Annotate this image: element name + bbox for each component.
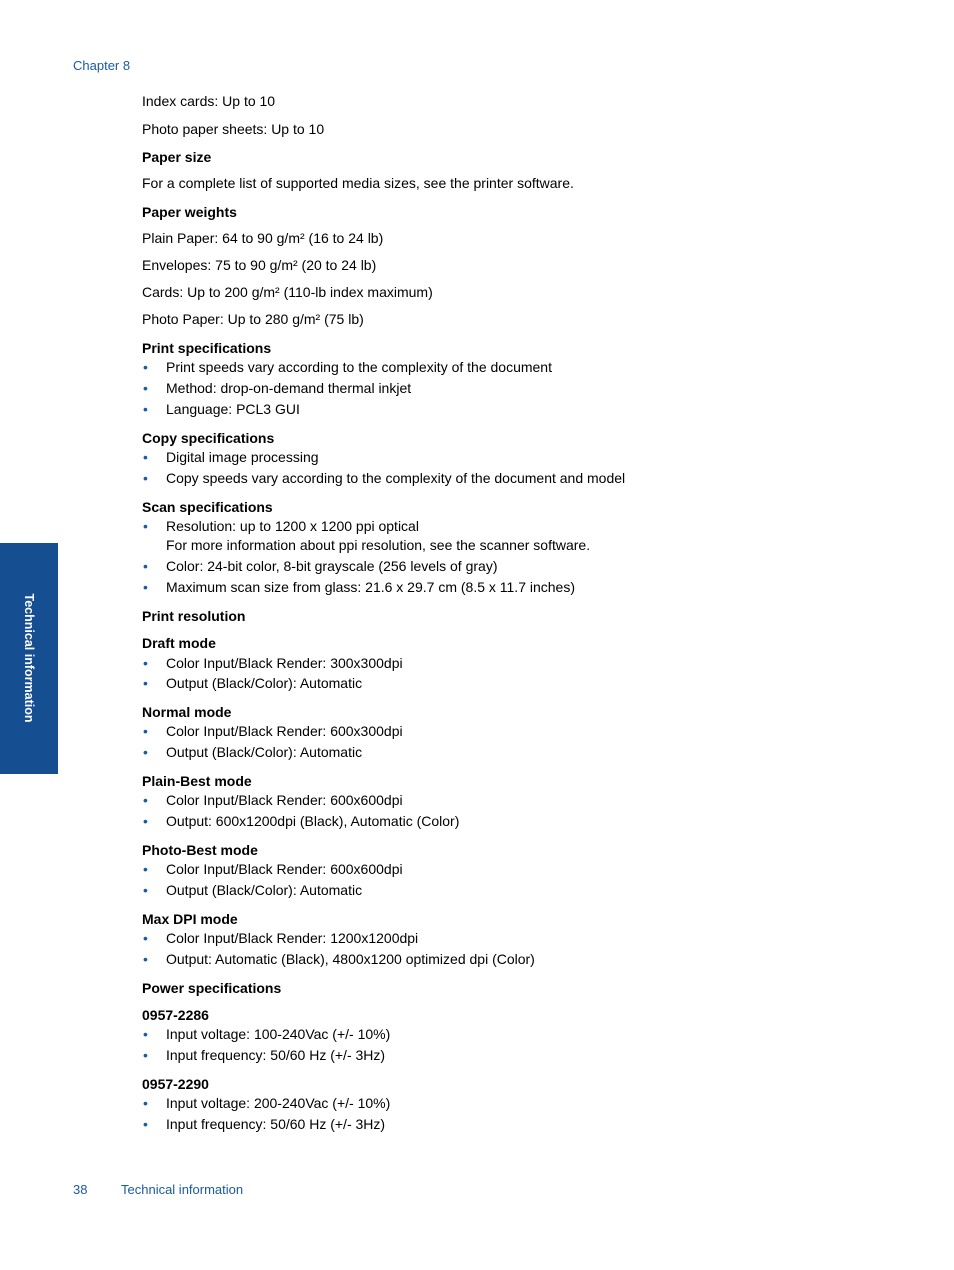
bullet-icon: • <box>143 930 148 946</box>
bullet-icon: • <box>143 470 148 486</box>
list-item: Print speeds vary according to the complexity of the document <box>166 359 552 375</box>
bullet-icon: • <box>143 1026 148 1042</box>
paragraph: Photo paper sheets: Up to 10 <box>142 121 325 137</box>
bullet-icon: • <box>143 655 148 671</box>
paragraph: For more information about ppi resolution, see the scanner software. <box>166 537 591 553</box>
list-item: Color Input/Black Render: 300x300dpi <box>166 655 403 671</box>
list-item: Output (Black/Color): Automatic <box>166 882 363 898</box>
section-heading: Scan specifications <box>142 499 273 515</box>
paragraph: Index cards: Up to 10 <box>142 93 276 109</box>
bullet-icon: • <box>143 723 148 739</box>
bullet-icon: • <box>143 1047 148 1063</box>
chapter-label: Chapter 8 <box>73 58 131 73</box>
bullet-icon: • <box>143 518 148 534</box>
paragraph: Envelopes: 75 to 90 g/m² (20 to 24 lb) <box>142 257 377 273</box>
bullet-icon: • <box>143 675 148 691</box>
list-item: Output: Automatic (Black), 4800x1200 optimized dpi (Color) <box>166 951 535 967</box>
bullet-icon: • <box>143 813 148 829</box>
section-heading: 0957-2286 <box>142 1007 209 1023</box>
page-number: 38 <box>73 1182 88 1197</box>
list-item: Method: drop-on-demand thermal inkjet <box>166 380 412 396</box>
section-heading: Photo-Best mode <box>142 842 258 858</box>
section-heading: Normal mode <box>142 704 232 720</box>
bullet-icon: • <box>143 861 148 877</box>
bullet-icon: • <box>143 744 148 760</box>
section-heading: Paper size <box>142 149 212 165</box>
bullet-icon: • <box>143 359 148 375</box>
bullet-icon: • <box>143 558 148 574</box>
bullet-icon: • <box>143 951 148 967</box>
list-item: Copy speeds vary according to the complexity of the document and model <box>166 470 626 486</box>
list-item: Color: 24-bit color, 8-bit grayscale (256 levels of gray) <box>166 558 498 574</box>
list-item: Output: 600x1200dpi (Black), Automatic (Color) <box>166 813 460 829</box>
section-heading: Draft mode <box>142 635 216 651</box>
paragraph: Cards: Up to 200 g/m² (110-lb index maximum) <box>142 284 433 300</box>
footer-section: Technical information <box>121 1182 244 1197</box>
paragraph: Plain Paper: 64 to 90 g/m² (16 to 24 lb) <box>142 230 384 246</box>
paragraph: For a complete list of supported media sizes, see the printer software. <box>142 175 574 191</box>
section-heading: 0957-2290 <box>142 1076 209 1092</box>
bullet-icon: • <box>143 882 148 898</box>
list-item: Output (Black/Color): Automatic <box>166 744 363 760</box>
list-item: Language: PCL3 GUI <box>166 401 300 417</box>
bullet-icon: • <box>143 380 148 396</box>
list-item: Input frequency: 50/60 Hz (+/- 3Hz) <box>166 1116 386 1132</box>
list-item: Input frequency: 50/60 Hz (+/- 3Hz) <box>166 1047 386 1063</box>
side-tab <box>0 543 58 774</box>
bullet-icon: • <box>143 449 148 465</box>
list-item: Output (Black/Color): Automatic <box>166 675 363 691</box>
list-item: Input voltage: 100-240Vac (+/- 10%) <box>166 1026 391 1042</box>
list-item: Digital image processing <box>166 449 319 465</box>
section-heading: Plain-Best mode <box>142 773 252 789</box>
section-heading: Print specifications <box>142 340 272 356</box>
section-heading: Copy specifications <box>142 430 275 446</box>
bullet-icon: • <box>143 1095 148 1111</box>
section-heading: Paper weights <box>142 204 237 220</box>
list-item: Resolution: up to 1200 x 1200 ppi optical <box>166 518 419 534</box>
paragraph: Photo Paper: Up to 280 g/m² (75 lb) <box>142 311 364 327</box>
section-heading: Max DPI mode <box>142 911 238 927</box>
list-item: Color Input/Black Render: 600x300dpi <box>166 723 403 739</box>
list-item: Maximum scan size from glass: 21.6 x 29.7 cm (8.5 x 11.7 inches) <box>166 579 576 595</box>
bullet-icon: • <box>143 1116 148 1132</box>
side-tab-label: Technical information <box>22 593 36 723</box>
list-item: Input voltage: 200-240Vac (+/- 10%) <box>166 1095 391 1111</box>
bullet-icon: • <box>143 401 148 417</box>
section-heading: Power specifications <box>142 980 282 996</box>
list-item: Color Input/Black Render: 600x600dpi <box>166 861 403 877</box>
section-heading: Print resolution <box>142 608 246 624</box>
list-item: Color Input/Black Render: 600x600dpi <box>166 792 403 808</box>
bullet-icon: • <box>143 792 148 808</box>
bullet-icon: • <box>143 579 148 595</box>
list-item: Color Input/Black Render: 1200x1200dpi <box>166 930 419 946</box>
